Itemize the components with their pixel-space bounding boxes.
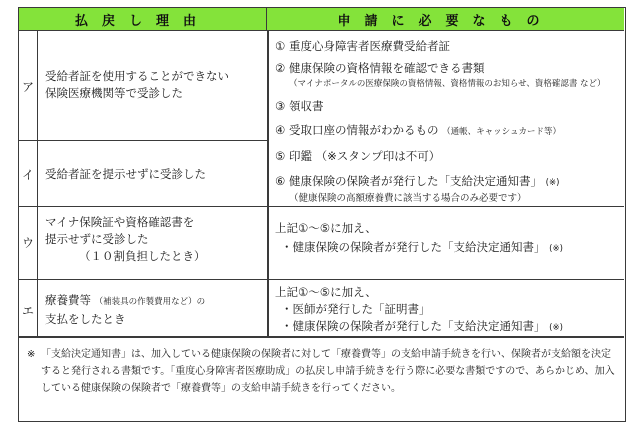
required-u-intro: 上記①～⑤に加え、 — [275, 221, 377, 235]
reason-a-line1: 受給者証を使用することができない — [45, 69, 229, 83]
row-label-u: ウ — [21, 236, 34, 250]
footnote — [27, 346, 619, 397]
required-e-notice — [281, 318, 620, 336]
required-e-intro: 上記①～⑤に加え、 — [275, 285, 377, 299]
row-divider-u — [19, 279, 624, 280]
required-u-notice-text: ・健康保険の保険者が発行した「支給決定通知書」 — [281, 240, 546, 254]
required-u-notice-mark: (※) — [549, 244, 563, 254]
required-e-certificate: ・医師が発行した「証明書」 — [281, 302, 431, 316]
reason-a — [45, 68, 263, 102]
reason-e-main: 療養費等 — [45, 293, 91, 307]
reason-e-line1 — [45, 292, 263, 311]
reason-u-line2: 提示せずに受診した — [45, 232, 149, 246]
required-item-4 — [275, 122, 620, 140]
required-items-a-i — [275, 38, 620, 207]
reason-a-line2: 保険医療機関等で受診した — [45, 86, 183, 100]
reason-e — [45, 292, 263, 328]
footnote-mark: ※ — [27, 349, 36, 360]
required-e-notice-mark: (※) — [549, 323, 563, 333]
header-refund-reason: 払戻し理由 — [19, 8, 267, 31]
required-u-notice — [281, 239, 620, 257]
required-item-4-examples: （通帳、キャッシュカード等） — [442, 127, 561, 137]
reason-e-line2: 支払をしたとき — [45, 312, 126, 326]
row-divider-a — [19, 140, 267, 141]
reason-u — [45, 214, 263, 265]
refund-requirements-table — [18, 7, 626, 422]
required-e-notice-text: ・健康保険の保険者が発行した「支給決定通知書」 — [281, 319, 546, 333]
header-required-items: 申請に必要なもの — [267, 8, 624, 31]
required-items-u — [275, 220, 620, 257]
row-label-e: エ — [21, 304, 34, 318]
column-divider — [267, 31, 269, 336]
row-label-a: ア — [21, 80, 34, 94]
reason-u-line3: （１０割負担したとき） — [79, 249, 206, 263]
reason-i: 受給者証を提示せずに受診した — [45, 167, 206, 181]
required-item-3: ③ 領収書 — [275, 99, 324, 113]
required-items-e — [275, 284, 620, 336]
row-label-i: イ — [21, 168, 34, 182]
required-item-6-mark: (※) — [545, 178, 560, 188]
table-bottom-divider — [19, 336, 624, 338]
required-item-1: ① 重度心身障害者医療費受給者証 — [275, 39, 450, 53]
required-item-5: ⑤ 印鑑 （※スタンプ印は不可） — [275, 149, 441, 163]
reason-u-line1: マイナ保険証や資格確認書を — [45, 215, 195, 229]
reason-e-small: （補装具の作製費用など）の — [94, 297, 206, 307]
required-item-6-note: （健康保険の高額療養費に該当する場合のみ必要です） — [289, 193, 527, 204]
footnote-text: 「支給決定通知書」は、加入している健康保険の保険者に対して「療養費等」の支給申請手続きを行い、保険者が支給額を決定すると発行される書類です。「重度心身障害者医療助成」の払戻し申請手続きを行う際に必要な書類ですので、あらかじめ、加入している健康保険の保険者で「療養費等」の支給申請手続きを行ってください。 — [41, 349, 615, 394]
required-item-2-note: （マイナポータルの医療保険の資格情報、資格情報のお知らせ、資格確認書 など） — [289, 79, 606, 89]
required-item-6-text: ⑥ 健康保険の保険者が発行した「支給決定通知書」 — [275, 174, 542, 188]
required-item-2: ② 健康保険の資格情報を確認できる書類 — [275, 61, 485, 75]
required-item-4-text: ④ 受取口座の情報がわかるもの — [275, 123, 439, 137]
label-column-divider — [37, 31, 38, 336]
required-item-6 — [275, 173, 620, 191]
